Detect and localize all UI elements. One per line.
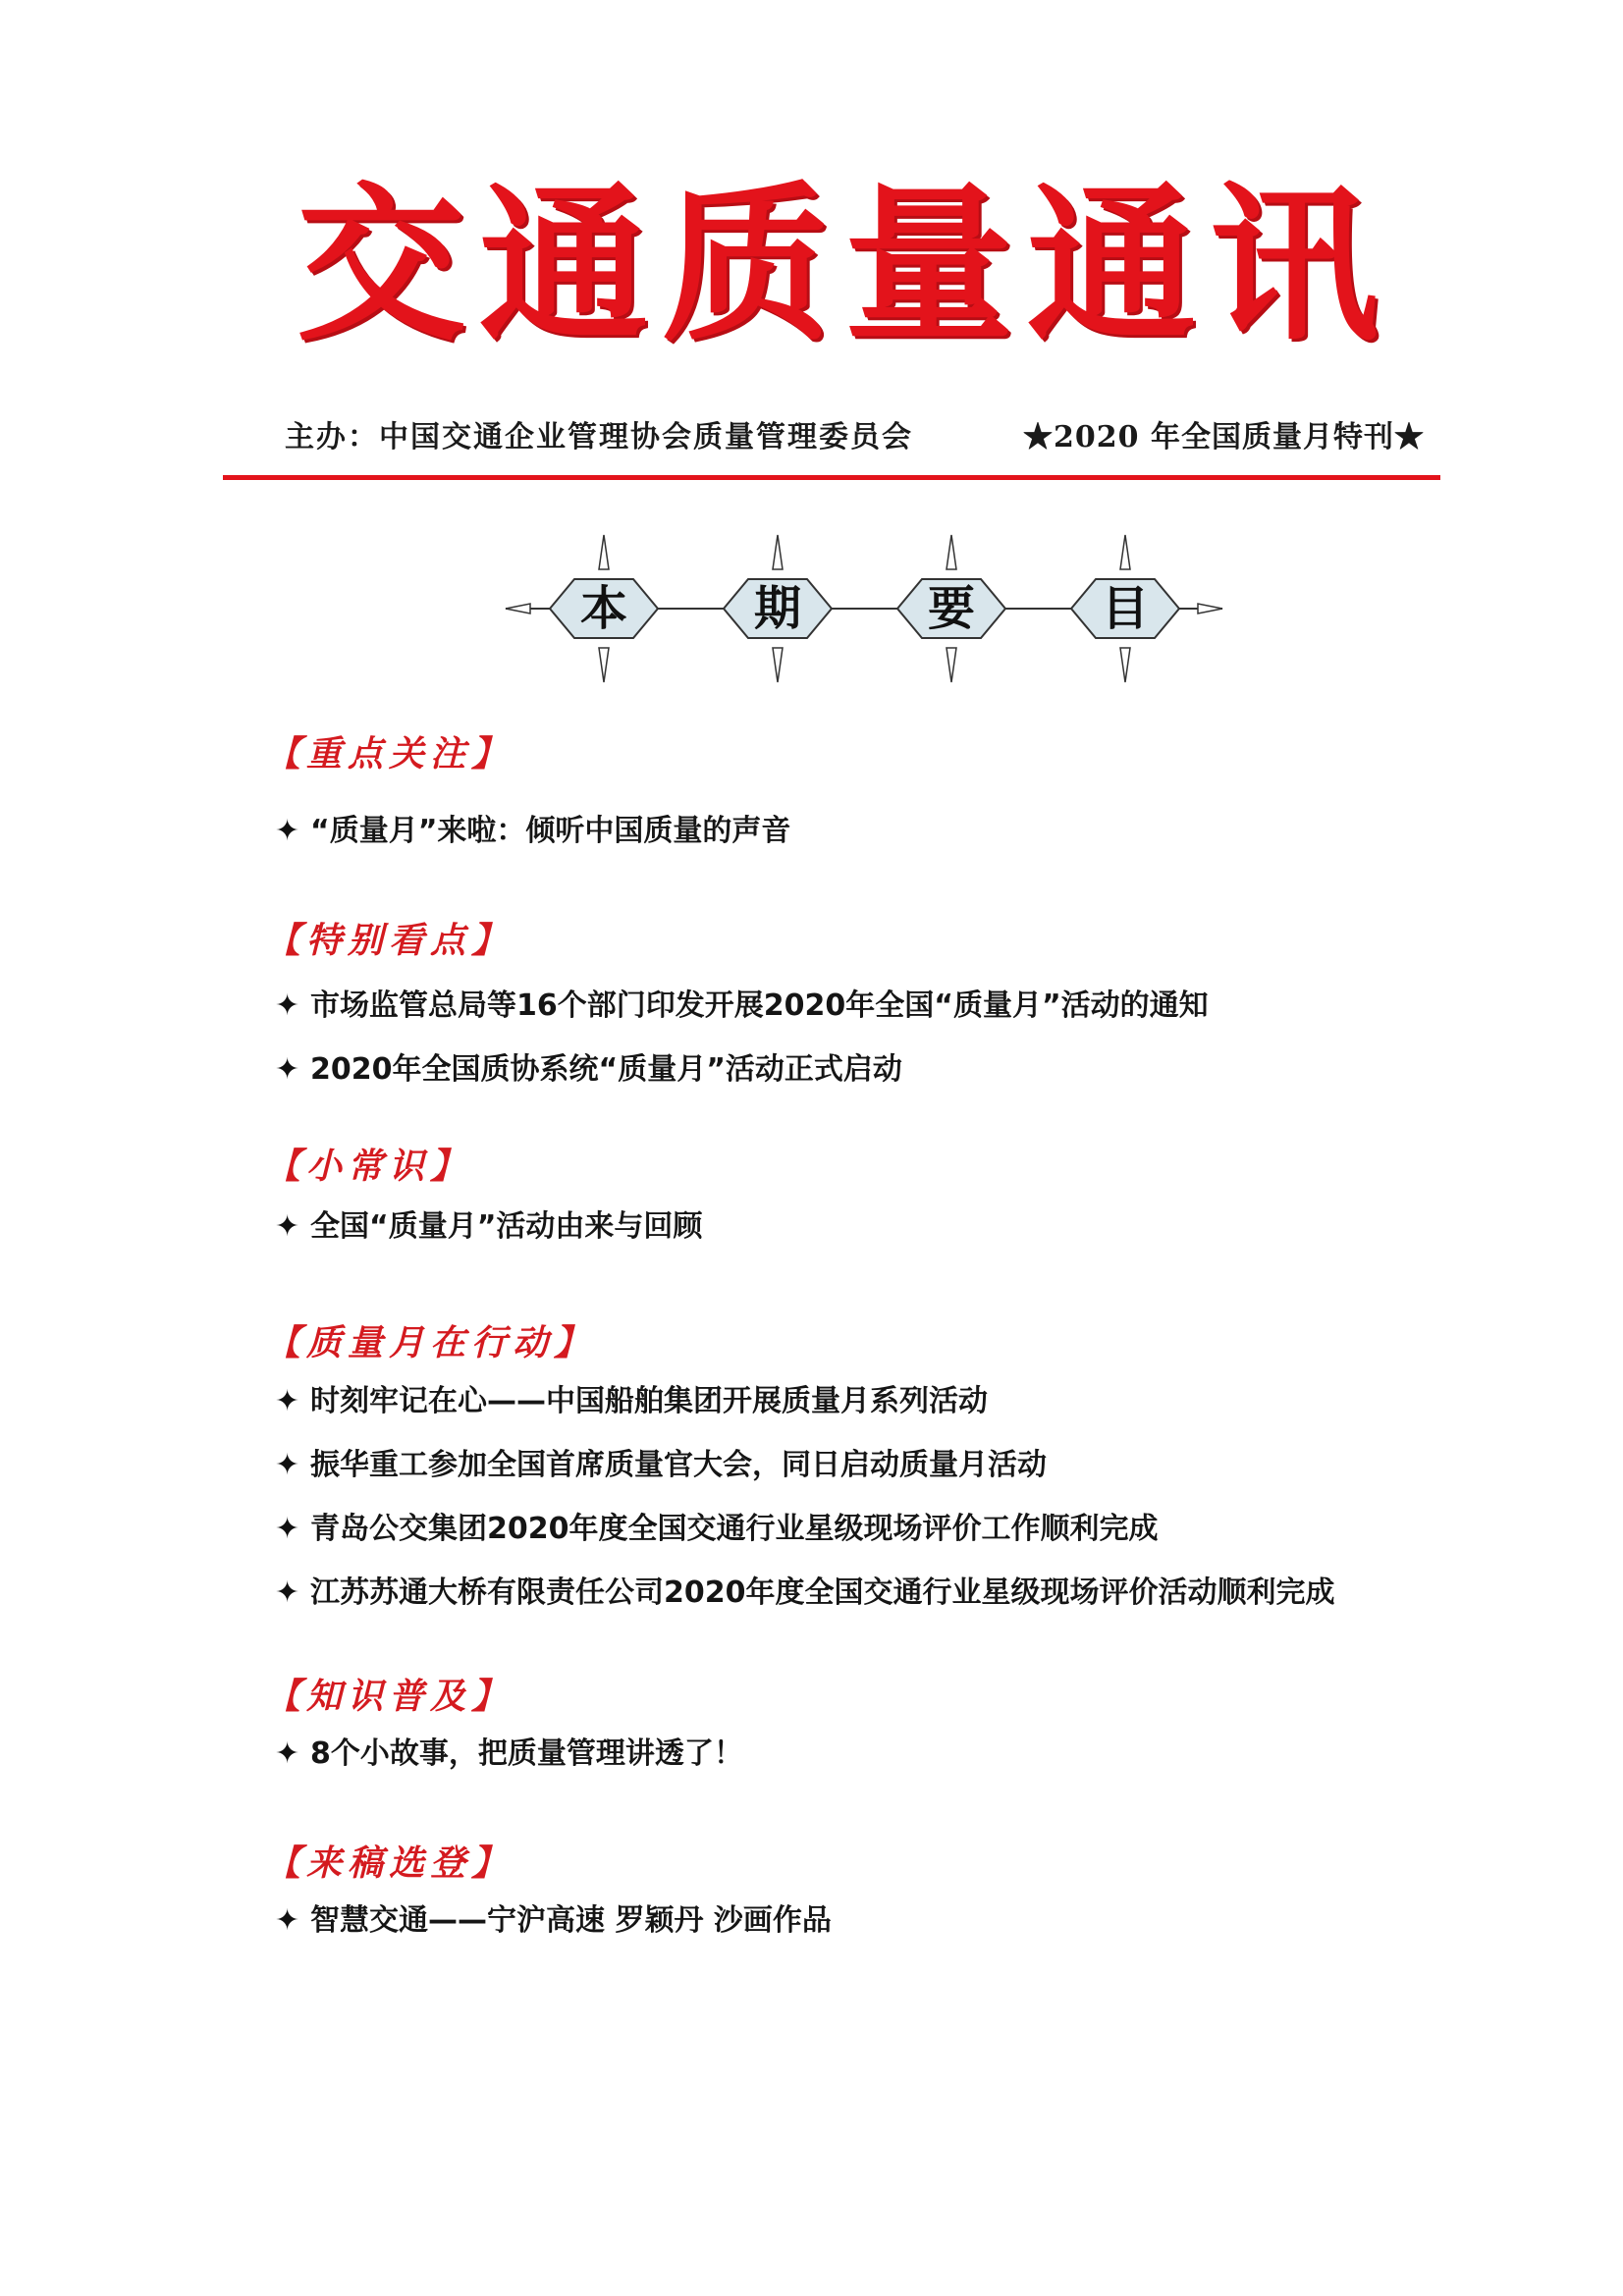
banner-char-2: 期 [753,581,801,636]
toc-item[interactable] [275,1730,743,1779]
section-heading: 【特别看点】 [265,920,514,961]
masthead-title: 交通质量通讯 [297,165,1392,364]
banner-char-1: 本 [579,581,627,636]
edition-text: ★2020 年全国质量月特刊★ [1023,420,1425,454]
section-heading: 【质量月在行动】 [265,1322,596,1363]
four-point-star-icon: ✦ [275,1903,300,1938]
banner-char-3: 要 [927,581,975,636]
section-heading: 【重点关注】 [265,733,514,774]
toc-item-label: 江苏苏通大桥有限责任公司2020年度全国交通行业星级现场评价活动顺利完成 [310,1575,1335,1610]
toc-item[interactable] [275,1441,1047,1490]
toc-item-label: 振华重工参加全国首席质量官大会，同日启动质量月活动 [310,1448,1047,1482]
contents-banner [491,525,1237,692]
section-heading: 【来稿选登】 [265,1842,514,1884]
subline [226,412,1453,463]
four-point-star-icon: ✦ [275,1448,300,1482]
toc-item-label: 市场监管总局等16个部门印发开展2020年全国“质量月”活动的通知 [310,988,1209,1023]
header-divider [223,475,1440,480]
banner-hex-4 [1042,525,1268,692]
toc-item-label: 全国“质量月”活动由来与回顾 [310,1209,703,1244]
banner-char-4: 目 [1101,581,1149,636]
section-heading: 【小常识】 [265,1146,472,1187]
four-point-star-icon: ✦ [275,814,300,848]
toc-item[interactable] [275,1045,902,1095]
four-point-star-icon: ✦ [275,1736,300,1771]
four-point-star-icon: ✦ [275,988,300,1023]
toc-item-label: 8个小故事，把质量管理讲透了！ [310,1736,743,1771]
section-heading: 【知识普及】 [265,1676,514,1717]
toc-item[interactable] [275,1202,702,1252]
toc-item[interactable] [275,982,1209,1031]
four-point-star-icon: ✦ [275,1512,300,1546]
sponsor-text: 主办：中国交通企业管理协会质量管理委员会 [285,420,913,454]
toc-item[interactable] [275,1505,1159,1554]
toc-item-label: 智慧交通——宁沪高速 罗颖丹 沙画作品 [310,1903,832,1938]
four-point-star-icon: ✦ [275,1052,300,1087]
four-point-star-icon: ✦ [275,1575,300,1610]
toc-item-label: 2020年全国质协系统“质量月”活动正式启动 [310,1052,902,1087]
toc-item[interactable] [275,1377,988,1426]
toc-item[interactable] [275,1896,832,1946]
four-point-star-icon: ✦ [275,1384,300,1418]
toc-item[interactable] [275,807,790,856]
toc-item[interactable] [275,1569,1335,1618]
toc-item-label: 青岛公交集团2020年度全国交通行业星级现场评价工作顺利完成 [310,1512,1159,1546]
toc-item-label: 时刻牢记在心——中国船舶集团开展质量月系列活动 [310,1384,988,1418]
four-point-star-icon: ✦ [275,1209,300,1244]
toc-item-label: “质量月”来啦：倾听中国质量的声音 [310,814,791,848]
